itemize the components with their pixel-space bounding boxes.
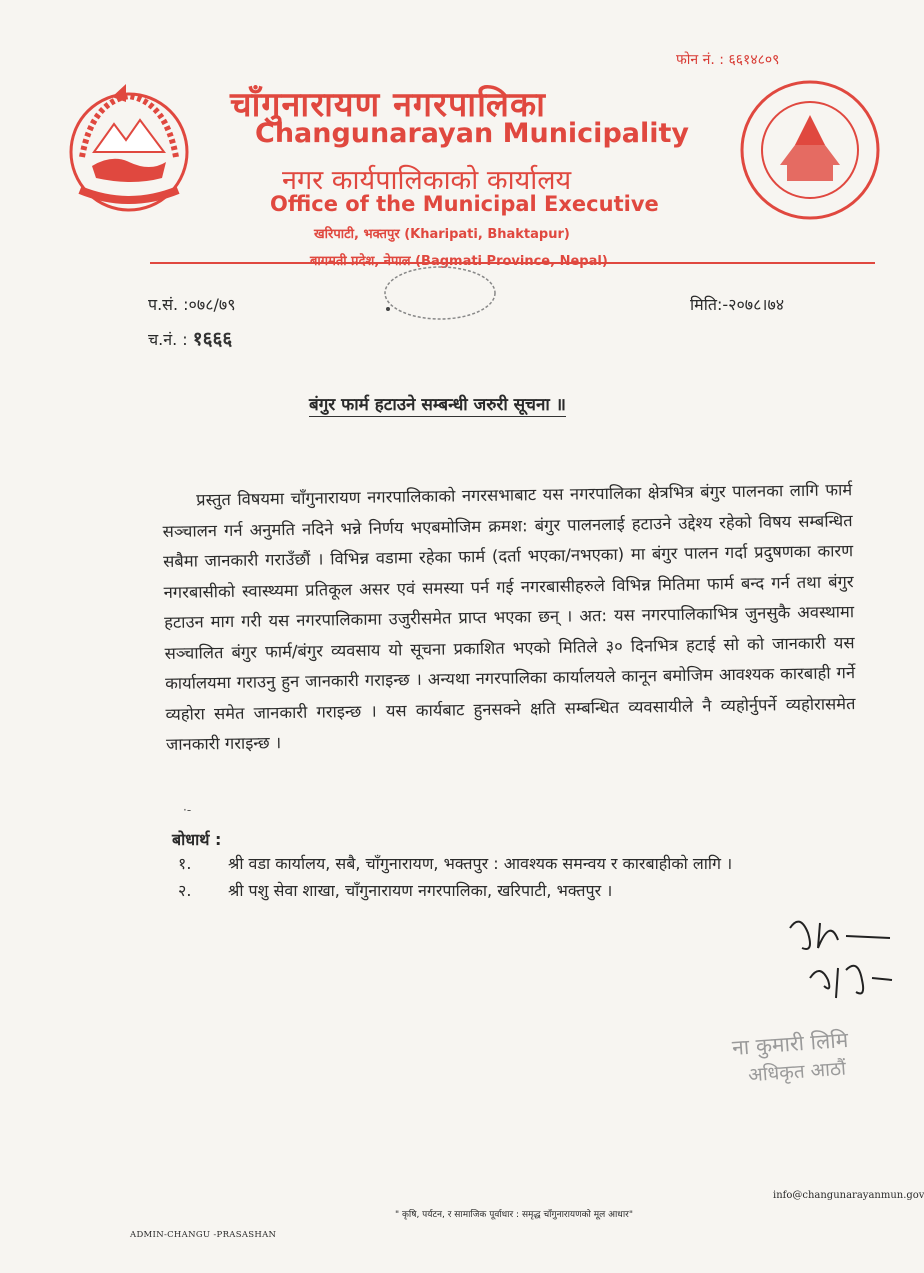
- cc-item: [178, 850, 732, 877]
- signatory-stamp-role: अधिकृत आठौं: [747, 1057, 847, 1087]
- cc-item: [178, 877, 732, 904]
- letter-date: मिति:-२०७८।७४: [690, 295, 785, 314]
- office-stamp-icon: [380, 265, 500, 325]
- notice-body: [162, 475, 856, 760]
- cc-item-text: श्री वडा कार्यालय, सबै, चाँगुनारायण, भक्तपुर : आवश्यक समन्वय र कारबाहीको लागि ।: [228, 854, 733, 873]
- municipality-title-en: Changunarayan Municipality: [255, 118, 690, 149]
- chalani-label: च.नं. :: [148, 330, 188, 349]
- nepal-emblem-icon: [62, 82, 197, 217]
- phone-number: फोन नं. : ६६१४८०९: [676, 52, 780, 68]
- notice-subject: बंगुर फार्म हटाउने सम्बन्धी जरुरी सूचना ॥: [309, 392, 566, 417]
- cc-item-number: २.: [178, 881, 192, 900]
- office-title-np: नगर कार्यपालिकाको कार्यालय: [282, 165, 572, 196]
- municipality-seal-icon: [735, 75, 885, 225]
- cc-list: [178, 850, 732, 904]
- patra-sankhya: प.सं. :०७८/७९: [148, 295, 236, 314]
- footer-email: info@changunarayanmun.gov: [773, 1190, 924, 1201]
- signatory-stamp-name: ना कुमारी लिमि: [731, 1027, 849, 1061]
- handwritten-signature-icon: [780, 908, 900, 1008]
- footer-code: ADMIN-CHANGU -PRASASHAN: [130, 1230, 277, 1240]
- scan-mark: ·‐: [183, 803, 192, 817]
- header-divider: [150, 262, 875, 264]
- office-title-en: Office of the Municipal Executive: [270, 192, 659, 216]
- chalani-number-row: [148, 325, 232, 351]
- footer-motto: " कृषि, पर्यटन, र सामाजिक पूर्वाधार : समृद्ध चाँगुनारायणको मूल आधार": [395, 1210, 633, 1220]
- notice-paragraph: प्रस्तुत विषयमा चाँगुनारायण नगरपालिकाको नगरसभाबाट यस नगरपालिका क्षेत्रभित्र बंगुर पालनका लागि फार्म सञ्चालन गर्न अनुमति नदिने भन्ने निर्णय भएबमोजिम क्रमश: बंगुर पालनलाई हटाउने उद्देश्य रहेको विषय सम्बन्धित सबैमा जानकारी गराउँछौं । विभिन्न वडामा रहेका फार्म (दर्ता भएका/नभएका) मा बंगुर पालन गर्दा प्रदुषणका कारण नगरबासीको स्वास्थ्यमा प्रतिकूल असर एवं समस्या पर्न गई नगरबासीहरुले विभिन्न मितिमा फार्म बन्द गर्न तथा बंगुर हटाउन माग गरी यस नगरपालिकामा उजुरीसमेत प्राप्त भएका छन् । अत: यस नगरपालिकाभित्र जुनसुकै अवस्थामा सञ्चालित बंगुर फार्म/बंगुर व्यवसाय यो सूचना प्रकाशित भएको मितिले ३० दिनभित्र हटाई सो को जानकारी यस कार्यालयमा गराउनु हुन जानकारी गराइन्छ । अन्यथा नगरपालिका कार्यालयले कानून बमोजिम आवश्यक कारबाही गर्ने व्यहोरा समेत जानकारी गराइन्छ । यस कार्यबाट हुनसक्ने क्षति सम्बन्धित व्यवसायीले नै व्यहोर्नुपर्ने व्यहोरासमेत जानकारी गराइन्छ ।: [162, 480, 856, 754]
- cc-title: बोधार्थ :: [172, 830, 222, 849]
- chalani-number: १६६६: [192, 328, 233, 350]
- cc-item-text: श्री पशु सेवा शाखा, चाँगुनारायण नगरपालिका, खरिपाटी, भक्तपुर ।: [228, 881, 613, 900]
- municipality-title-np: चाँगुनारायण नगरपालिका: [230, 85, 546, 125]
- cc-item-number: १.: [178, 854, 192, 873]
- address-line-1: खरिपाटी, भक्तपुर (Kharipati, Bhaktapur): [314, 227, 570, 242]
